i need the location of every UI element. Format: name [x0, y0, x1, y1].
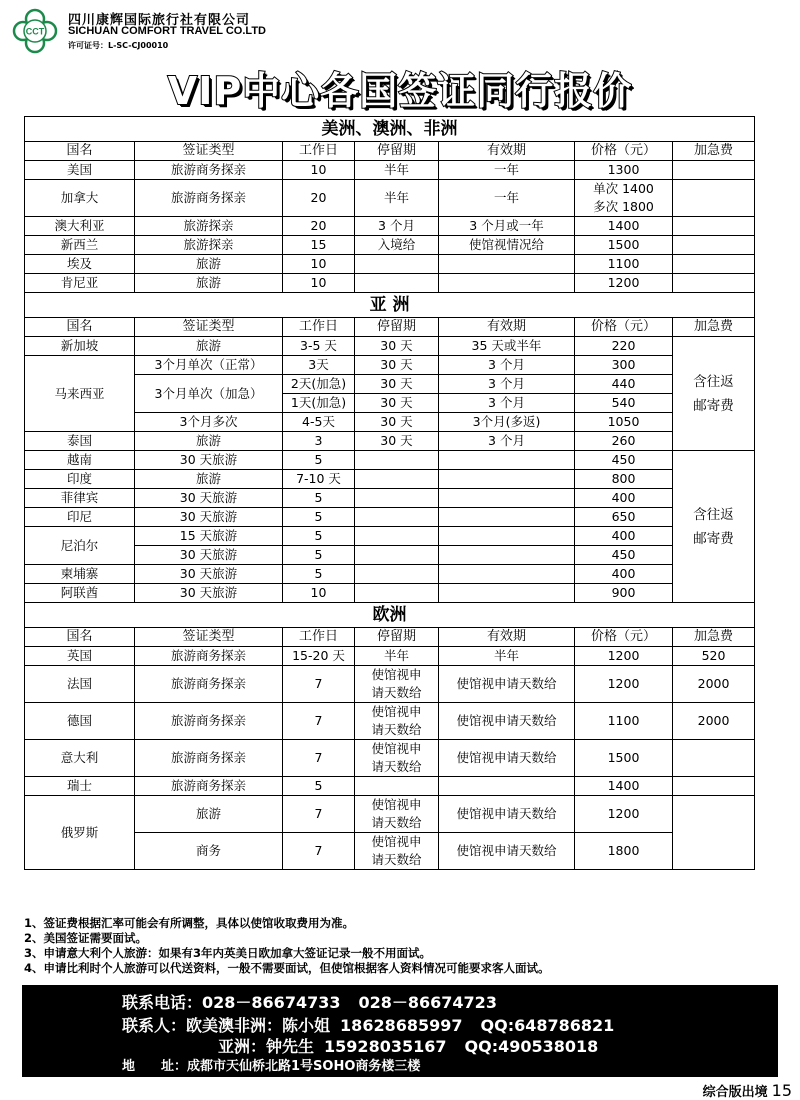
price-cell: 220	[575, 337, 673, 356]
valid-cell: 3个月(多返)	[439, 413, 575, 432]
col-header-price: 价格（元）	[575, 318, 673, 337]
col-header-type: 签证类型	[135, 142, 283, 161]
rush-cell	[673, 255, 755, 274]
stay-cell	[355, 470, 439, 489]
phone-2: 028－86674723	[358, 993, 497, 1012]
days-cell: 7	[283, 703, 355, 740]
rush-note-line: 邮寄费	[693, 397, 734, 414]
price-cell: 1300	[575, 161, 673, 180]
price-cell: 650	[575, 508, 673, 527]
table-row	[25, 337, 755, 356]
col-header-price: 价格（元）	[575, 142, 673, 161]
section-row	[25, 117, 755, 142]
phone-1: 028－86674733	[202, 993, 341, 1012]
days-cell: 7	[283, 833, 355, 870]
col-header-type: 签证类型	[135, 318, 283, 337]
type-cell: 商务	[135, 833, 283, 870]
page-footer	[703, 1081, 792, 1100]
visa-price-table	[24, 116, 755, 870]
country-cell: 肯尼亚	[25, 274, 135, 293]
days-cell: 5	[283, 546, 355, 565]
col-header-stay: 停留期	[355, 142, 439, 161]
stay-cell: 半年	[355, 180, 439, 217]
valid-cell	[439, 777, 575, 796]
price-cell: 300	[575, 356, 673, 375]
company-name-en: SICHUAN COMFORT TRAVEL CO.LTD	[68, 25, 266, 37]
price-cell: 1500	[575, 236, 673, 255]
country-cell: 瑞士	[25, 777, 135, 796]
rush-note-line: 含往返	[693, 506, 734, 523]
page-number: 15	[771, 1081, 792, 1100]
days-cell: 10	[283, 274, 355, 293]
table-row	[25, 451, 755, 470]
notes	[24, 916, 784, 976]
country-cell: 埃及	[25, 255, 135, 274]
contact-line-americas	[122, 1013, 614, 1036]
price-cell: 400	[575, 527, 673, 546]
table-row	[25, 546, 755, 565]
days-cell: 3-5 天	[283, 337, 355, 356]
section-title-americas: 美洲、澳洲、非洲	[25, 117, 755, 142]
header-row	[25, 142, 755, 161]
days-cell: 10	[283, 584, 355, 603]
price-cell: 1050	[575, 413, 673, 432]
price-cell: 1400	[575, 217, 673, 236]
rush-cell	[673, 236, 755, 255]
country-cell: 尼泊尔	[25, 527, 135, 565]
country-cell: 新西兰	[25, 236, 135, 255]
type-cell: 旅游商务探亲	[135, 180, 283, 217]
country-cell: 加拿大	[25, 180, 135, 217]
type-cell: 30 天旅游	[135, 584, 283, 603]
type-cell: 3个月单次（正常）	[135, 356, 283, 375]
table-row	[25, 161, 755, 180]
rush-cell	[673, 217, 755, 236]
price-cell: 450	[575, 451, 673, 470]
stay-line: 使馆视申	[371, 667, 422, 682]
table-row	[25, 527, 755, 546]
note-line: 1、签证费根据汇率可能会有所调整，具体以使馆收取费用为准。	[24, 916, 354, 930]
stay-cell: 半年	[355, 161, 439, 180]
address: 成都市天仙桥北路1号SOHO商务楼三楼	[187, 1059, 421, 1074]
type-cell: 旅游探亲	[135, 236, 283, 255]
price-cell: 1500	[575, 740, 673, 777]
table-row	[25, 740, 755, 777]
valid-cell: 使馆视情况给	[439, 236, 575, 255]
col-header-days: 工作日	[283, 318, 355, 337]
country-cell: 澳大利亚	[25, 217, 135, 236]
rush-cell	[673, 337, 755, 451]
stay-line: 使馆视申	[371, 797, 422, 812]
type-cell: 30 天旅游	[135, 489, 283, 508]
americas-phone: 18628685997	[340, 1016, 463, 1035]
valid-cell	[439, 565, 575, 584]
price-cell: 1200	[575, 666, 673, 703]
country-cell: 英国	[25, 647, 135, 666]
valid-cell	[439, 546, 575, 565]
stay-line: 使馆视申	[371, 741, 422, 756]
col-header-country: 国名	[25, 142, 135, 161]
table-row	[25, 375, 755, 394]
page-title: VIP中心各国签证同行报价	[167, 69, 633, 113]
type-cell: 旅游探亲	[135, 217, 283, 236]
valid-cell: 3 个月	[439, 356, 575, 375]
price-cell: 1200	[575, 274, 673, 293]
table-row	[25, 489, 755, 508]
price-cell: 900	[575, 584, 673, 603]
type-cell: 旅游	[135, 337, 283, 356]
valid-cell: 使馆视申请天数给	[439, 833, 575, 870]
days-cell: 10	[283, 255, 355, 274]
valid-cell: 一年	[439, 180, 575, 217]
price-cell: 540	[575, 394, 673, 413]
price-cell	[575, 180, 673, 217]
price-cell: 1200	[575, 796, 673, 833]
stay-cell: 30 天	[355, 375, 439, 394]
valid-cell: 3 个月	[439, 375, 575, 394]
stay-line: 使馆视申	[371, 834, 422, 849]
table-row	[25, 584, 755, 603]
table-row	[25, 796, 755, 833]
price-cell: 440	[575, 375, 673, 394]
days-cell: 15-20 天	[283, 647, 355, 666]
phone-label: 联系电话：	[122, 993, 203, 1012]
stay-cell	[355, 565, 439, 584]
valid-cell: 一年	[439, 161, 575, 180]
days-cell: 3	[283, 432, 355, 451]
stay-cell	[355, 666, 439, 703]
col-header-rush: 加急费	[673, 142, 755, 161]
stay-line: 请天数给	[371, 685, 422, 700]
rush-note-line: 含往返	[693, 373, 734, 390]
americas-label: 欧美澳非洲：	[186, 1016, 283, 1035]
days-cell: 5	[283, 777, 355, 796]
stay-cell: 半年	[355, 647, 439, 666]
valid-cell	[439, 274, 575, 293]
country-cell: 柬埔寨	[25, 565, 135, 584]
note-line: 4、申请比利时个人旅游可以代送资料，一般不需要面试，但使馆根据客人资料情况可能要求客人面试。	[24, 961, 550, 975]
table-row	[25, 413, 755, 432]
price-multiple: 多次 1800	[593, 199, 654, 214]
table-row	[25, 274, 755, 293]
type-cell: 旅游商务探亲	[135, 703, 283, 740]
stay-cell	[355, 833, 439, 870]
col-header-days: 工作日	[283, 628, 355, 647]
contact-label: 联系人：	[122, 1016, 187, 1035]
stay-cell: 入境给	[355, 236, 439, 255]
contact-footer	[22, 985, 778, 1077]
stay-cell	[355, 777, 439, 796]
price-cell: 400	[575, 565, 673, 584]
type-cell: 30 天旅游	[135, 451, 283, 470]
valid-cell: 3 个月	[439, 394, 575, 413]
type-cell: 30 天旅游	[135, 508, 283, 527]
stay-line: 请天数给	[371, 852, 422, 867]
type-cell: 30 天旅游	[135, 546, 283, 565]
stay-cell: 30 天	[355, 432, 439, 451]
type-cell: 30 天旅游	[135, 565, 283, 584]
valid-cell: 3 个月	[439, 432, 575, 451]
stay-cell	[355, 703, 439, 740]
note-line: 3、申请意大利个人旅游：如果有3年内英美日欧加拿大签证记录一般不用面试。	[24, 946, 431, 960]
country-cell: 法国	[25, 666, 135, 703]
stay-cell	[355, 796, 439, 833]
price-single: 单次 1400	[593, 181, 654, 196]
days-cell: 2天(加急)	[283, 375, 355, 394]
type-cell: 旅游商务探亲	[135, 647, 283, 666]
phone-line	[122, 990, 497, 1013]
stay-cell	[355, 489, 439, 508]
days-cell: 3天	[283, 356, 355, 375]
days-cell: 20	[283, 217, 355, 236]
days-cell: 1天(加急)	[283, 394, 355, 413]
valid-cell	[439, 255, 575, 274]
table-row	[25, 508, 755, 527]
country-cell: 意大利	[25, 740, 135, 777]
asia-contact-name: 钟先生	[266, 1037, 315, 1056]
type-cell: 旅游	[135, 255, 283, 274]
valid-cell: 使馆视申请天数给	[439, 740, 575, 777]
col-header-country: 国名	[25, 318, 135, 337]
days-cell: 7	[283, 740, 355, 777]
days-cell: 7-10 天	[283, 470, 355, 489]
days-cell: 4-5天	[283, 413, 355, 432]
days-cell: 10	[283, 161, 355, 180]
section-row	[25, 603, 755, 628]
valid-cell: 使馆视申请天数给	[439, 703, 575, 740]
license-number: 许可证号：L-SC-CJ00010	[68, 41, 169, 50]
price-cell: 800	[575, 470, 673, 489]
days-cell: 5	[283, 527, 355, 546]
valid-cell: 35 天或半年	[439, 337, 575, 356]
col-header-days: 工作日	[283, 142, 355, 161]
days-cell: 20	[283, 180, 355, 217]
rush-cell	[673, 796, 755, 870]
valid-cell	[439, 584, 575, 603]
type-cell: 旅游	[135, 470, 283, 489]
col-header-rush: 加急费	[673, 318, 755, 337]
header-row	[25, 628, 755, 647]
rush-cell	[673, 740, 755, 777]
stay-line: 请天数给	[371, 722, 422, 737]
stay-cell: 30 天	[355, 413, 439, 432]
valid-cell: 使馆视申请天数给	[439, 796, 575, 833]
table-row	[25, 217, 755, 236]
price-cell: 1100	[575, 255, 673, 274]
col-header-stay: 停留期	[355, 628, 439, 647]
country-cell: 泰国	[25, 432, 135, 451]
stay-cell	[355, 451, 439, 470]
rush-cell: 520	[673, 647, 755, 666]
logo-text: CCT	[25, 26, 45, 37]
valid-cell	[439, 489, 575, 508]
stay-cell: 30 天	[355, 337, 439, 356]
header-row	[25, 318, 755, 337]
table-row	[25, 180, 755, 217]
stay-line: 请天数给	[371, 815, 422, 830]
price-cell: 1100	[575, 703, 673, 740]
table-row	[25, 470, 755, 489]
table-row	[25, 432, 755, 451]
stay-cell	[355, 508, 439, 527]
valid-cell	[439, 451, 575, 470]
americas-contact-name: 陈小姐	[282, 1016, 331, 1035]
country-cell: 俄罗斯	[25, 796, 135, 870]
rush-cell	[673, 777, 755, 796]
price-cell: 1800	[575, 833, 673, 870]
table-row	[25, 255, 755, 274]
stay-cell	[355, 255, 439, 274]
days-cell: 7	[283, 796, 355, 833]
country-cell: 菲律宾	[25, 489, 135, 508]
stay-cell	[355, 274, 439, 293]
type-cell: 旅游	[135, 432, 283, 451]
valid-cell	[439, 470, 575, 489]
col-header-price: 价格（元）	[575, 628, 673, 647]
table-row	[25, 647, 755, 666]
col-header-rush: 加急费	[673, 628, 755, 647]
table-row	[25, 565, 755, 584]
section-title-asia: 亚 洲	[25, 293, 755, 318]
price-cell: 260	[575, 432, 673, 451]
table-row	[25, 356, 755, 375]
note-line: 2、美国签证需要面试。	[24, 931, 148, 945]
stay-line: 使馆视申	[371, 704, 422, 719]
price-cell: 1400	[575, 777, 673, 796]
stay-cell	[355, 740, 439, 777]
col-header-type: 签证类型	[135, 628, 283, 647]
rush-note-line: 邮寄费	[693, 530, 734, 547]
days-cell: 15	[283, 236, 355, 255]
valid-cell: 使馆视申请天数给	[439, 666, 575, 703]
country-cell: 越南	[25, 451, 135, 470]
type-cell: 旅游商务探亲	[135, 740, 283, 777]
asia-label: 亚洲：	[218, 1037, 267, 1056]
country-cell: 印度	[25, 470, 135, 489]
col-header-valid: 有效期	[439, 142, 575, 161]
col-header-valid: 有效期	[439, 318, 575, 337]
type-cell: 15 天旅游	[135, 527, 283, 546]
country-cell: 阿联酋	[25, 584, 135, 603]
stay-cell	[355, 546, 439, 565]
rush-cell	[673, 180, 755, 217]
americas-qq: QQ:648786821	[480, 1016, 615, 1035]
stay-line: 请天数给	[371, 759, 422, 774]
contact-line-asia	[218, 1034, 598, 1057]
col-header-country: 国名	[25, 628, 135, 647]
price-cell: 400	[575, 489, 673, 508]
table-row	[25, 833, 755, 870]
company-logo-icon	[12, 8, 58, 54]
type-cell: 旅游	[135, 796, 283, 833]
valid-cell	[439, 508, 575, 527]
stay-cell	[355, 584, 439, 603]
table-row	[25, 236, 755, 255]
table-row	[25, 703, 755, 740]
days-cell: 5	[283, 565, 355, 584]
country-cell: 德国	[25, 703, 135, 740]
stay-cell: 30 天	[355, 394, 439, 413]
days-cell: 5	[283, 508, 355, 527]
days-cell: 5	[283, 451, 355, 470]
stay-cell	[355, 527, 439, 546]
price-cell: 1200	[575, 647, 673, 666]
header	[0, 0, 800, 60]
section-label: 综合版出境	[702, 1085, 768, 1100]
country-cell: 马来西亚	[25, 356, 135, 432]
type-cell: 旅游商务探亲	[135, 777, 283, 796]
table-row	[25, 666, 755, 703]
section-row	[25, 293, 755, 318]
valid-cell: 半年	[439, 647, 575, 666]
stay-cell: 3 个月	[355, 217, 439, 236]
rush-cell	[673, 274, 755, 293]
asia-phone: 15928035167	[324, 1037, 447, 1056]
stay-cell: 30 天	[355, 356, 439, 375]
rush-cell	[673, 451, 755, 603]
type-cell: 3个月多次	[135, 413, 283, 432]
rush-cell: 2000	[673, 703, 755, 740]
type-cell: 旅游商务探亲	[135, 161, 283, 180]
country-cell: 印尼	[25, 508, 135, 527]
address-line	[122, 1055, 420, 1074]
section-title-europe: 欧洲	[25, 603, 755, 628]
days-cell: 7	[283, 666, 355, 703]
days-cell: 5	[283, 489, 355, 508]
company-name-cn: 四川康辉国际旅行社有限公司	[68, 13, 251, 28]
col-header-stay: 停留期	[355, 318, 439, 337]
country-cell: 新加坡	[25, 337, 135, 356]
valid-cell: 3 个月或一年	[439, 217, 575, 236]
rush-cell: 2000	[673, 666, 755, 703]
table-row	[25, 777, 755, 796]
address-label: 地 址：	[122, 1059, 188, 1074]
type-cell: 3个月单次（加急）	[135, 375, 283, 413]
type-cell: 旅游	[135, 274, 283, 293]
price-cell: 450	[575, 546, 673, 565]
valid-cell	[439, 527, 575, 546]
col-header-valid: 有效期	[439, 628, 575, 647]
type-cell: 旅游商务探亲	[135, 666, 283, 703]
asia-qq: QQ:490538018	[464, 1037, 599, 1056]
country-cell: 美国	[25, 161, 135, 180]
rush-cell	[673, 161, 755, 180]
